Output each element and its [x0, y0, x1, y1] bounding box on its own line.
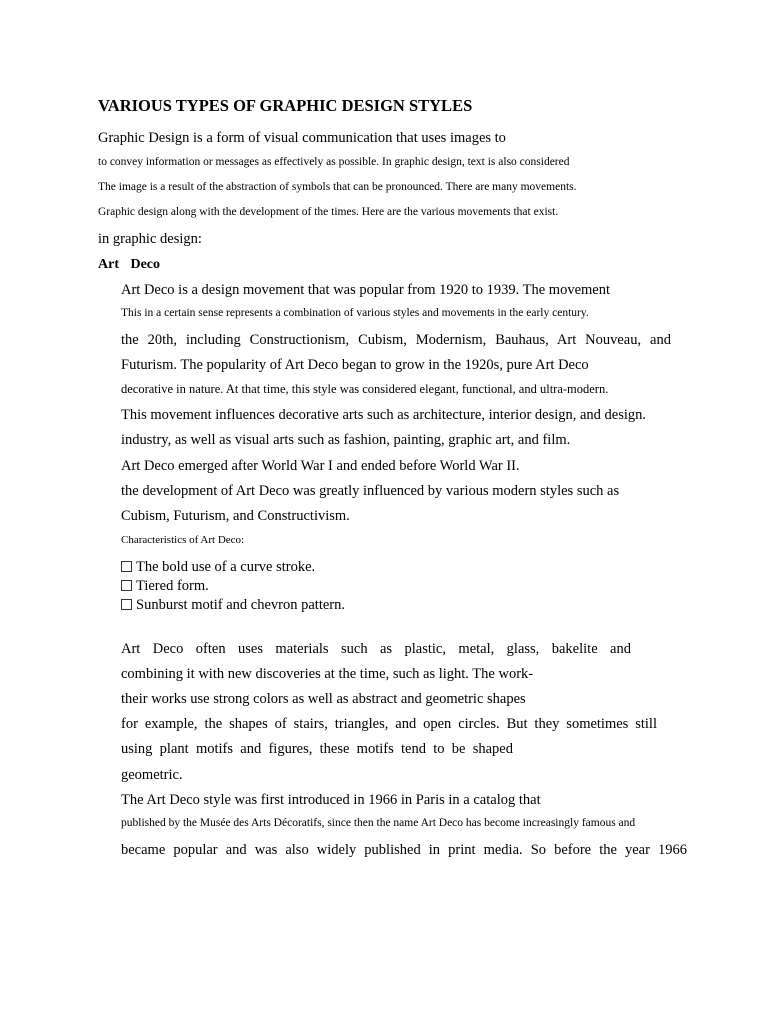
bullet-item — [121, 560, 315, 575]
paragraph-line: Art Deco is a design movement that was popular from 1920 to 1939. The movement — [121, 282, 611, 298]
paragraph-line: the 20th, including Constructionism, Cubism, Modernism, Bauhaus, Art Nouveau, and — [121, 332, 671, 348]
paragraph-line: their works use strong colors as well as abstract and geometric shapes — [121, 691, 526, 707]
intro-line: Graphic Design is a form of visual communication that uses images to — [98, 130, 506, 146]
subheading: Characteristics of Art Deco: — [121, 534, 245, 546]
paragraph-line: published by the Musée des Arts Décoratifs, since then the name Art Deco has become increasingly famous and — [121, 817, 636, 829]
paragraph-line: industry, as well as visual arts such as fashion, painting, graphic art, and film. — [121, 432, 571, 448]
intro-line: in graphic design: — [98, 231, 202, 247]
bullet-box-icon — [121, 580, 132, 591]
paragraph-line: Art Deco emerged after World War I and ended before World War II. — [121, 458, 520, 474]
paragraph-line: Cubism, Futurism, and Constructivism. — [121, 508, 350, 524]
intro-line: Graphic design along with the development of the times. Here are the various movements that exist. — [98, 206, 559, 218]
paragraph-line: This movement influences decorative arts such as architecture, interior design, and design. — [121, 407, 647, 423]
intro-line: The image is a result of the abstraction of symbols that can be pronounced. There are many movements. — [98, 181, 577, 193]
bullet-item — [121, 598, 345, 613]
page-title: VARIOUS TYPES OF GRAPHIC DESIGN STYLES — [98, 96, 473, 115]
bullet-text: Sunburst motif and chevron pattern. — [136, 597, 345, 613]
paragraph-line: decorative in nature. At that time, this style was considered elegant, functional, and ultra-modern. — [121, 382, 609, 396]
paragraph-line: the development of Art Deco was greatly influenced by various modern styles such as — [121, 483, 620, 499]
paragraph-line: The Art Deco style was first introduced in 1966 in Paris in a catalog that — [121, 792, 541, 808]
paragraph-line: combining it with new discoveries at the time, such as light. The work- — [121, 666, 534, 682]
paragraph-line: Art Deco often uses materials such as plastic, metal, glass, bakelite and — [121, 641, 631, 657]
bullet-box-icon — [121, 599, 132, 610]
bullet-text: The bold use of a curve stroke. — [136, 559, 316, 575]
paragraph-line: geometric. — [121, 767, 183, 783]
paragraph-line: Futurism. The popularity of Art Deco began to grow in the 1920s, pure Art Deco — [121, 357, 589, 373]
bullet-box-icon — [121, 561, 132, 572]
paragraph-line: became popular and was also widely published in print media. So before the year 1966 — [121, 842, 687, 858]
intro-line: to convey information or messages as effectively as possible. In graphic design, text is also considered — [98, 156, 570, 168]
bullet-item — [121, 579, 209, 594]
paragraph-line: This in a certain sense represents a combination of various styles and movements in the early century. — [121, 307, 589, 319]
paragraph-line: using plant motifs and figures, these motifs tend to be shaped — [121, 741, 513, 757]
bullet-text: Tiered form. — [136, 578, 209, 594]
paragraph-line: for example, the shapes of stairs, triangles, and open circles. But they sometimes still — [121, 716, 657, 732]
section-heading: Art Deco — [98, 257, 161, 272]
